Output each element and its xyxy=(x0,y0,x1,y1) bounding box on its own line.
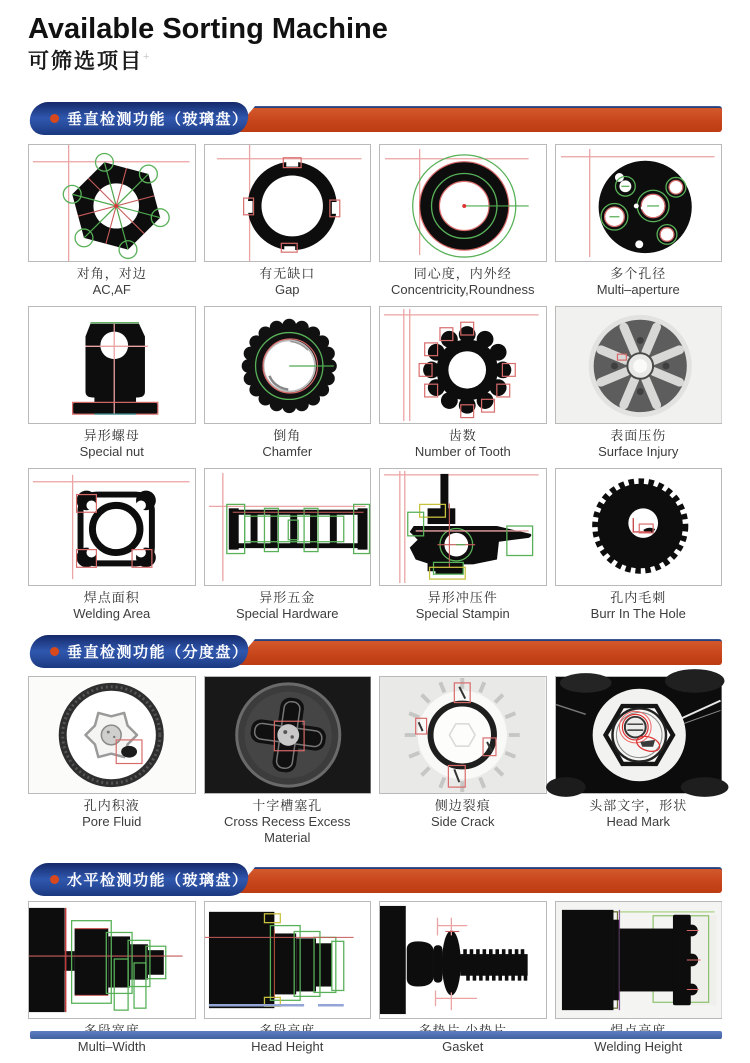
caption-en: Concentricity,Roundness xyxy=(390,282,535,298)
grid-cell xyxy=(555,468,723,622)
caption-zh: 孔内毛刺 xyxy=(610,590,667,606)
grid-cell xyxy=(204,306,372,460)
section-2-grid xyxy=(28,676,722,854)
grid-cell xyxy=(28,468,196,622)
welding-area-image xyxy=(28,468,196,586)
caption-en: Welding Area xyxy=(73,606,151,622)
grid-cell xyxy=(379,306,547,460)
grid-cell xyxy=(555,676,723,846)
ring-notch-image xyxy=(204,144,372,262)
special-nut-image xyxy=(28,306,196,424)
burr-in-hole-image xyxy=(555,468,723,586)
gear-tooth-count-image xyxy=(379,306,547,424)
page-subtitle: 可筛选项目+ xyxy=(28,49,150,73)
page-title: Available Sorting Machine xyxy=(28,13,388,45)
caption-en: Welding Height xyxy=(594,1039,683,1055)
caption-en: Special Stampin xyxy=(415,606,510,622)
caption-zh: 齿数 xyxy=(448,428,477,444)
caption-zh: 有无缺口 xyxy=(259,266,316,282)
special-stamping-image xyxy=(379,468,547,586)
section-header-label: 水平检测功能（玻璃盘） xyxy=(67,872,249,890)
caption-zh: 异形螺母 xyxy=(83,428,140,444)
concentricity-image xyxy=(379,144,547,262)
head-mark-image xyxy=(555,676,723,794)
caption-en: Surface Injury xyxy=(598,444,679,460)
caption-en: Special nut xyxy=(79,444,144,460)
section-banner-vertical-index xyxy=(28,635,722,668)
grid-cell xyxy=(204,676,372,846)
caption-en: Cross Recess Excess Material xyxy=(224,814,351,846)
caption-en: Number of Tooth xyxy=(414,444,511,460)
caption-zh: 多个孔径 xyxy=(610,266,667,282)
bullet-icon xyxy=(50,875,59,884)
section-header-label: 垂直检测功能（玻璃盘） xyxy=(67,111,249,129)
special-hardware-image xyxy=(204,468,372,586)
chamfer-image xyxy=(204,306,372,424)
banner-orange-bar xyxy=(233,639,722,665)
grid-cell xyxy=(28,144,196,298)
grid-cell xyxy=(28,676,196,846)
banner-orange-bar xyxy=(233,106,722,132)
caption-zh: 表面压伤 xyxy=(610,428,667,444)
bullet-icon xyxy=(50,114,59,123)
grid-cell xyxy=(555,306,723,460)
multi-aperture-image xyxy=(555,144,723,262)
caption-en: Chamfer xyxy=(262,444,313,460)
side-crack-image xyxy=(379,676,547,794)
banner-blue-pill xyxy=(28,635,250,668)
banner-orange-bar xyxy=(233,867,722,893)
section-banner-horizontal-glass xyxy=(28,863,722,896)
section-header-label: 垂直检测功能（分度盘） xyxy=(67,644,249,662)
banner-blue-pill xyxy=(28,102,250,135)
caption-zh: 异形冲压件 xyxy=(427,590,498,606)
caption-en: Gap xyxy=(274,282,300,298)
grid-cell xyxy=(379,468,547,622)
caption-zh: 倒角 xyxy=(273,428,302,444)
caption-en: AC,AF xyxy=(92,282,131,298)
subtitle-plus-mark: + xyxy=(143,50,150,63)
grid-cell xyxy=(204,468,372,622)
welding-height-image xyxy=(555,901,723,1019)
caption-zh: 孔内积液 xyxy=(83,798,140,814)
grid-cell xyxy=(379,144,547,298)
caption-en: Pore Fluid xyxy=(82,814,142,830)
caption-zh: 焊点面积 xyxy=(83,590,140,606)
caption-en: Multi–aperture xyxy=(596,282,680,298)
grid-cell xyxy=(28,306,196,460)
bullet-icon xyxy=(50,647,59,656)
caption-en: Multi–Width xyxy=(77,1039,146,1055)
caption-en: Side Crack xyxy=(430,814,495,830)
caption-zh: 十字槽塞孔 xyxy=(252,798,323,814)
caption-zh: 侧边裂痕 xyxy=(434,798,491,814)
section-banner-vertical-glass xyxy=(28,102,722,135)
caption-zh: 同心度，内外经 xyxy=(413,266,512,282)
surface-injury-image xyxy=(555,306,723,424)
caption-en: Special Hardware xyxy=(235,606,339,622)
gasket-image xyxy=(379,901,547,1019)
caption-en: Gasket xyxy=(442,1039,484,1055)
section-1-grid xyxy=(28,144,722,630)
caption-en: Head Mark xyxy=(606,814,671,830)
grid-cell xyxy=(555,144,723,298)
caption-en: Burr In The Hole xyxy=(590,606,686,622)
grid-cell xyxy=(379,676,547,846)
multi-width-image xyxy=(28,901,196,1019)
caption-zh: 头部文字，形状 xyxy=(589,798,688,814)
hex-nut-measurement-image xyxy=(28,144,196,262)
caption-zh: 对角，对边 xyxy=(76,266,147,282)
caption-zh: 异形五金 xyxy=(259,590,316,606)
pore-fluid-image xyxy=(28,676,196,794)
cross-recess-image xyxy=(204,676,372,794)
grid-cell xyxy=(204,144,372,298)
head-height-image xyxy=(204,901,372,1019)
banner-blue-pill xyxy=(28,863,250,896)
footer-bar xyxy=(30,1031,722,1039)
caption-en: Head Height xyxy=(251,1039,324,1055)
